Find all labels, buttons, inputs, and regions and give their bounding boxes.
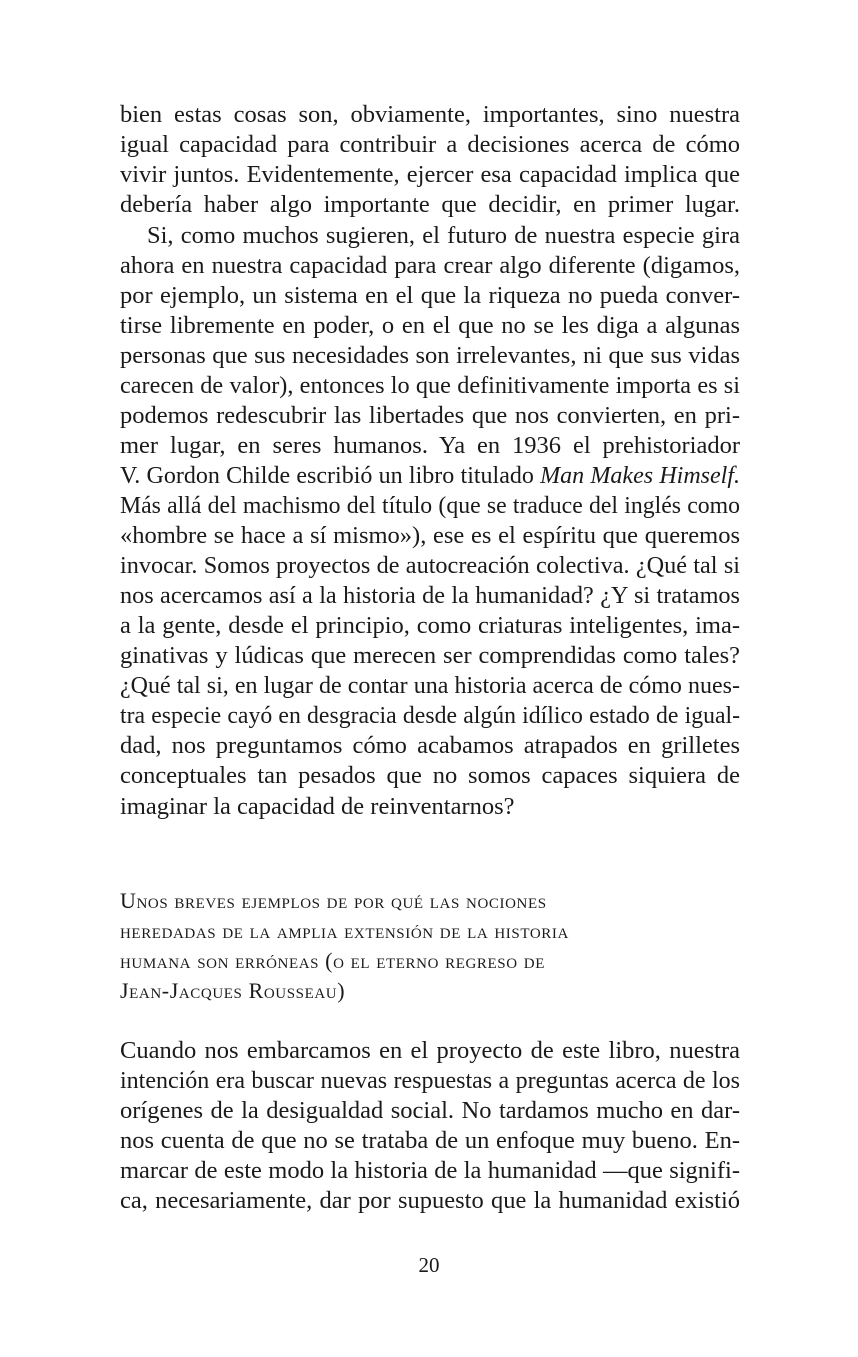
text-line: marcar de este modo la historia de la humanidad —que signifi- bbox=[120, 1157, 740, 1184]
text-segment: V. Gordon Childe escribió un libro titulado bbox=[120, 463, 534, 489]
text-line: mer lugar, en seres humanos. Ya en 1936 el prehistoriador bbox=[120, 432, 740, 459]
text-line: personas que sus necesidades son irrelevantes, ni que sus vidas bbox=[120, 342, 740, 369]
text-line: bien estas cosas son, obviamente, importantes, sino nuestra bbox=[120, 101, 740, 128]
text-line: tra especie cayó en desgracia desde algún idílico estado de igual- bbox=[120, 703, 740, 729]
text-line: nos cuenta de que no se trataba de un enfoque muy bueno. En- bbox=[120, 1127, 740, 1154]
text-line: ca, necesariamente, dar por supuesto que la humanidad existió bbox=[120, 1187, 740, 1214]
text-line: ginativas y lúdicas que merecen ser comprendidas como tales? bbox=[120, 642, 740, 669]
book-title: Man Makes Himself. bbox=[540, 463, 741, 489]
heading-line: Unos breves ejemplos de por qué las nociones bbox=[120, 888, 547, 913]
text-line-with-title bbox=[120, 461, 740, 491]
page-number: 20 bbox=[418, 1253, 440, 1277]
text-line: Si, como muchos sugieren, el futuro de nuestra especie gira bbox=[147, 222, 740, 249]
text-line: ahora en nuestra capacidad para crear algo diferente (digamos, bbox=[120, 252, 740, 279]
text-line: intención era buscar nuevas respuestas a preguntas acerca de los bbox=[120, 1068, 740, 1094]
text-line: carecen de valor), entonces lo que definitivamente importa es si bbox=[120, 372, 740, 399]
text-line: por ejemplo, un sistema en el que la riqueza no pueda conver- bbox=[120, 282, 740, 309]
text-line: conceptuales tan pesados que no somos capaces siquiera de bbox=[120, 762, 740, 789]
text-line: debería haber algo importante que decidir, en primer lugar. bbox=[120, 191, 740, 218]
text-line: imaginar la capacidad de reinventarnos? bbox=[120, 793, 515, 820]
heading-line: humana son erróneas (o el eterno regreso de bbox=[120, 948, 545, 973]
heading-line: Jean-Jacques Rousseau) bbox=[120, 978, 346, 1003]
text-line: a la gente, desde el principio, como criaturas inteligentes, ima- bbox=[120, 612, 740, 639]
text-line: tirse libremente en poder, o en el que no se les diga a algunas bbox=[120, 312, 740, 339]
text-line: ¿Qué tal si, en lugar de contar una historia acerca de cómo nues- bbox=[120, 673, 740, 699]
text-line: Cuando nos embarcamos en el proyecto de este libro, nuestra bbox=[120, 1037, 740, 1064]
text-line: invocar. Somos proyectos de autocreación colectiva. ¿Qué tal si bbox=[120, 552, 740, 579]
text-line: podemos redescubrir las libertades que nos convierten, en pri- bbox=[120, 402, 740, 429]
text-line: Más allá del machismo del título (que se traduce del inglés como bbox=[120, 493, 740, 519]
text-line: igual capacidad para contribuir a decisiones acerca de cómo bbox=[120, 131, 740, 158]
heading-line: heredadas de la amplia extensión de la historia bbox=[120, 918, 569, 943]
text-line: nos acercamos así a la historia de la humanidad? ¿Y si tratamos bbox=[120, 582, 740, 609]
text-line: vivir juntos. Evidentemente, ejercer esa capacidad implica que bbox=[120, 161, 740, 188]
text-line: orígenes de la desigualdad social. No tardamos mucho en dar- bbox=[120, 1097, 740, 1124]
text-line: «hombre se hace a sí mismo»), ese es el espíritu que queremos bbox=[120, 522, 740, 549]
text-line: dad, nos preguntamos cómo acabamos atrapados en grilletes bbox=[120, 732, 740, 759]
